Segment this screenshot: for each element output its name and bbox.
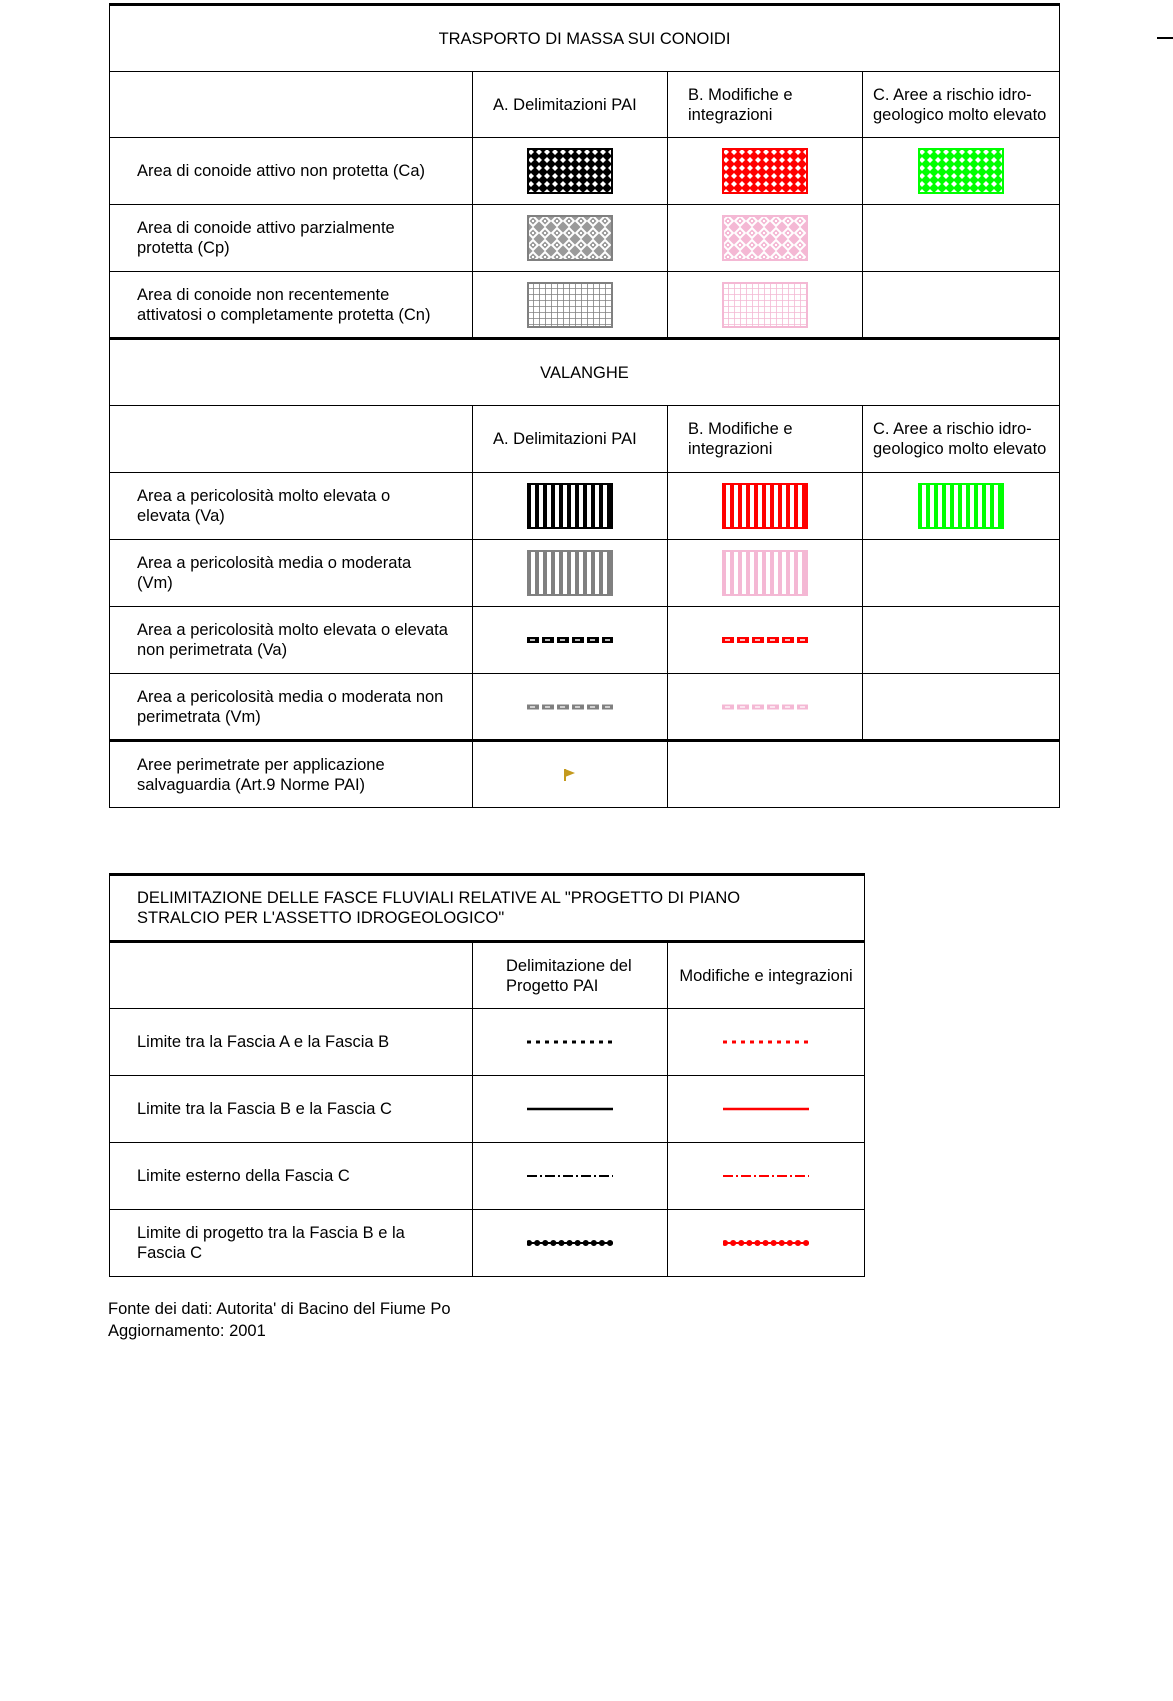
swatch-va-c	[863, 473, 1060, 540]
line-vm-a	[473, 674, 668, 741]
header-empty-cell	[110, 406, 473, 473]
fasce-row-label-c: Limite esterno della Fascia C	[110, 1143, 473, 1210]
source-note	[108, 1298, 451, 1342]
line-ab-a	[473, 1009, 668, 1076]
row-label-cn: Area di conoide non recentemente attivatosi o completamente protetta (Cn)	[110, 272, 473, 339]
empty-cell	[668, 741, 1060, 808]
fasce-column-header-a: Delimitazione del Progetto PAI	[473, 942, 668, 1009]
row-label-vm-line: Area a pericolosità media o moderata non perimetrata (Vm)	[110, 674, 473, 741]
line-progetto-a	[473, 1210, 668, 1277]
column-header-a: A. Delimitazioni PAI	[473, 406, 668, 473]
column-header-c: C. Aree a rischio idro-geologico molto elevato	[863, 72, 1060, 138]
fasce-column-header-b: Modifiche e integrazioni	[668, 942, 865, 1009]
line-vm-b	[668, 674, 863, 741]
line-va-b	[668, 607, 863, 674]
swatch-cn-a	[473, 272, 668, 339]
empty-cell	[863, 674, 1060, 741]
line-bc-a	[473, 1076, 668, 1143]
empty-cell	[863, 205, 1060, 272]
row-label-salvaguardia: Aree perimetrate per applicazione salvaguardia (Art.9 Norme PAI)	[110, 741, 473, 808]
column-header-b: B. Modifiche e integrazioni	[668, 406, 863, 473]
swatch-ca-b	[668, 138, 863, 205]
header-empty-cell	[110, 942, 473, 1009]
column-header-a: A. Delimitazioni PAI	[473, 72, 668, 138]
swatch-va-a	[473, 473, 668, 540]
header-empty-cell	[110, 72, 473, 138]
swatch-vm-a	[473, 540, 668, 607]
edge-tick	[1157, 37, 1173, 39]
line-va-a	[473, 607, 668, 674]
column-header-b: B. Modifiche e integrazioni	[668, 72, 863, 138]
update-line: Aggiornamento: 2001	[108, 1322, 266, 1340]
flag-icon	[473, 741, 668, 808]
row-label-vm: Area a pericolosità media o moderata (Vm)	[110, 540, 473, 607]
legend-table-fasce	[109, 873, 865, 1277]
swatch-va-b	[668, 473, 863, 540]
fasce-row-label-ab: Limite tra la Fascia A e la Fascia B	[110, 1009, 473, 1076]
swatch-ca-c	[863, 138, 1060, 205]
line-c-a	[473, 1143, 668, 1210]
section-title-conoidi: TRASPORTO DI MASSA SUI CONOIDI	[110, 5, 1060, 72]
line-bc-b	[668, 1076, 865, 1143]
fasce-title: DELIMITAZIONE DELLE FASCE FLUVIALI RELATIVE AL "PROGETTO DI PIANO STRALCIO PER L'ASSETTO IDROGEOLOGICO"	[110, 875, 865, 942]
line-c-b	[668, 1143, 865, 1210]
row-label-ca: Area di conoide attivo non protetta (Ca)	[110, 138, 473, 205]
section-title-valanghe: VALANGHE	[110, 339, 1060, 406]
row-label-va: Area a pericolosità molto elevata o elevata (Va)	[110, 473, 473, 540]
swatch-cn-b	[668, 272, 863, 339]
legend-table-main	[109, 3, 1060, 808]
line-progetto-b	[668, 1210, 865, 1277]
source-line: Fonte dei dati: Autorita' di Bacino del Fiume Po	[108, 1300, 451, 1318]
swatch-cp-a	[473, 205, 668, 272]
empty-cell	[863, 607, 1060, 674]
swatch-vm-b	[668, 540, 863, 607]
fasce-row-label-bc: Limite tra la Fascia B e la Fascia C	[110, 1076, 473, 1143]
empty-cell	[863, 540, 1060, 607]
fasce-row-label-progetto: Limite di progetto tra la Fascia B e la Fascia C	[110, 1210, 473, 1277]
swatch-ca-a	[473, 138, 668, 205]
empty-cell	[863, 272, 1060, 339]
row-label-va-line: Area a pericolosità molto elevata o elevata non perimetrata (Va)	[110, 607, 473, 674]
swatch-cp-b	[668, 205, 863, 272]
column-header-c: C. Aree a rischio idro-geologico molto elevato	[863, 406, 1060, 473]
row-label-cp: Area di conoide attivo parzialmente protetta (Cp)	[110, 205, 473, 272]
line-ab-b	[668, 1009, 865, 1076]
